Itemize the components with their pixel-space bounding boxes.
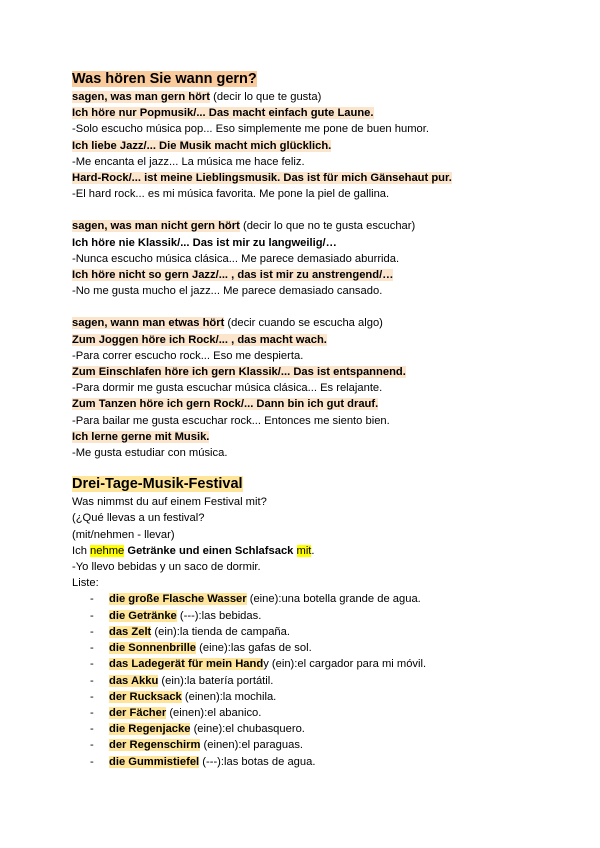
list-item: - die Getränke (---):las bebidas. — [90, 609, 262, 622]
document-content — [72, 70, 542, 770]
dislike-translation-1: -Nunca escucho música clásica... Me parece demasiado aburrida. — [72, 252, 400, 265]
example-translation: -Yo llevo bebidas y un saco de dormir. — [72, 561, 261, 574]
dislike-phrase-1: Ich höre nie Klassik/... Das ist mir zu langweilig/… — [72, 236, 337, 249]
when-translation-3: -Para bailar me gusta escuchar rock... Entonces me siento bien. — [72, 414, 390, 427]
like-heading: sagen, was man gern hört (decir lo que te gusta) — [72, 91, 322, 103]
list-item: - die Gummistiefel (---):las botas de agua. — [90, 755, 316, 768]
festival-question: Was nimmst du auf einem Festival mit? — [72, 496, 267, 509]
list-item: - der Regenschirm (einen):el paraguas. — [90, 739, 304, 752]
like-translation-1: -Solo escucho música pop... Eso simplemente me pone de buen humor. — [72, 123, 429, 136]
festival-question-translation: (¿Qué llevas a un festival? — [72, 512, 205, 525]
spacer — [72, 202, 542, 218]
spacer — [72, 299, 542, 315]
when-phrase-4: Ich lerne gerne mit Musik. — [72, 430, 210, 443]
list-item: - der Fächer (einen):el abanico. — [90, 706, 262, 719]
section-title-festival: Drei-Tage-Musik-Festival — [72, 476, 243, 493]
when-translation-4: -Me gusta estudiar con música. — [72, 447, 228, 460]
verb-note: (mit/nehmen - llevar) — [72, 528, 175, 541]
when-phrase-1: Zum Joggen höre ich Rock/... , das macht wach. — [72, 333, 327, 346]
list-item: - die Regenjacke (eine):el chubasquero. — [90, 723, 305, 736]
list-item: - die Sonnenbrille (eine):las gafas de sol. — [90, 642, 312, 655]
when-phrase-2: Zum Einschlafen höre ich gern Klassik/... Das ist entspannend. — [72, 366, 406, 379]
dislike-heading: sagen, was man nicht gern hört (decir lo que no te gusta escuchar) — [72, 220, 416, 233]
list-item: - die große Flasche Wasser (eine):una botella grande de agua. — [90, 593, 421, 606]
list-item: - das Zelt (ein):la tienda de campaña. — [90, 625, 290, 638]
when-translation-2: -Para dormir me gusta escuchar música clásica... Es relajante. — [72, 382, 383, 395]
example-sentence: Ich nehme Getränke und einen Schlafsack mit. — [72, 544, 315, 557]
dislike-translation-2: -No me gusta mucho el jazz... Me parece demasiado cansado. — [72, 285, 383, 298]
list-item: - der Rucksack (einen):la mochila. — [90, 690, 277, 703]
list-item: - das Ladegerät für mein Handy (ein):el cargador para mi móvil. — [90, 658, 427, 671]
like-phrase-2: Ich liebe Jazz/... Die Musik macht mich glücklich. — [72, 139, 332, 152]
when-heading: sagen, wann man etwas hört (decir cuando se escucha algo) — [72, 317, 383, 330]
like-phrase-3: Hard-Rock/... ist meine Lieblingsmusik. Das ist für mich Gänsehaut pur. — [72, 172, 452, 185]
list-item: - das Akku (ein):la batería portátil. — [90, 674, 274, 687]
like-translation-2: -Me encanta el jazz... La música me hace feliz. — [72, 155, 305, 168]
list-label: Liste: — [72, 577, 99, 590]
section-title-music: Was hören Sie wann gern? — [72, 71, 257, 87]
when-phrase-3: Zum Tanzen höre ich gern Rock/... Dann bin ich gut drauf. — [72, 398, 379, 411]
like-phrase-1: Ich höre nur Popmusik/... Das macht einfach gute Laune. — [72, 107, 374, 120]
like-translation-3: -El hard rock... es mi música favorita. Me pone la piel de gallina. — [72, 188, 390, 201]
festival-item-list — [72, 591, 542, 769]
spacer — [72, 461, 542, 475]
dislike-phrase-2: Ich höre nicht so gern Jazz/... , das ist mir zu anstrengend/… — [72, 269, 394, 282]
when-translation-1: -Para correr escucho rock... Eso me despierta. — [72, 349, 304, 362]
